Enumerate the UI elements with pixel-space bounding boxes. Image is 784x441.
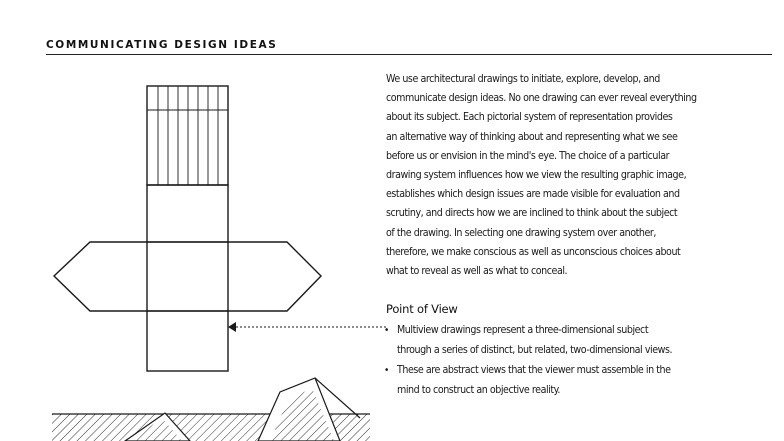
bullet-item xyxy=(384,321,744,360)
intro-line: drawing system influences how we view the resulting graphic image, xyxy=(386,169,687,182)
intro-line: of the drawing. In selecting one drawing system over another, xyxy=(386,226,656,239)
section-heading: Point of View xyxy=(386,302,458,316)
bullet-item xyxy=(384,361,744,400)
hatched-ground-section xyxy=(52,378,370,441)
intro-line: what to reveal as well as what to conceal. xyxy=(386,265,568,278)
bullet-dot: • xyxy=(384,325,389,336)
intro-line: therefore, we make conscious as well as unconscious choices about xyxy=(386,245,681,258)
lower-middle-panel xyxy=(147,311,228,371)
bullet-dot: • xyxy=(384,365,389,376)
intro-line: establishes which design issues are made visible for evaluation and xyxy=(386,188,680,201)
intro-line: We use architectural drawings to initiate, explore, develop, and xyxy=(386,73,660,85)
top-view-panel xyxy=(147,86,228,185)
center-panel xyxy=(147,242,228,311)
intro-line: about its subject. Each pictorial system of representation provides xyxy=(386,111,673,124)
left-wing xyxy=(54,242,147,311)
top-view-vertical-lines xyxy=(158,86,218,185)
bullet-line: Multiview drawings represent a three-dimensional subject xyxy=(397,324,649,336)
intro-paragraph xyxy=(386,70,736,281)
right-wing xyxy=(228,242,321,311)
leader-arrowhead xyxy=(228,322,236,332)
page-header: COMMUNICATING DESIGN IDEAS xyxy=(46,39,278,51)
intro-line: communicate design ideas. No one drawing can ever reveal everything xyxy=(386,92,697,105)
intro-line: before us or envision in the mind's eye. The choice of a particular xyxy=(386,149,670,162)
upper-middle-panel xyxy=(147,185,228,242)
intro-line: an alternative way of thinking about and representing what we see xyxy=(386,130,678,143)
bullet-line: through a series of distinct, but related, two-dimensional views. xyxy=(397,343,673,356)
bullet-list xyxy=(384,321,744,401)
bullet-line: mind to construct an objective reality. xyxy=(397,383,560,396)
intro-line: scrutiny, and directs how we are inclined to think about the subject xyxy=(386,207,678,220)
bullet-line: These are abstract views that the viewer must assemble in the xyxy=(397,364,671,376)
